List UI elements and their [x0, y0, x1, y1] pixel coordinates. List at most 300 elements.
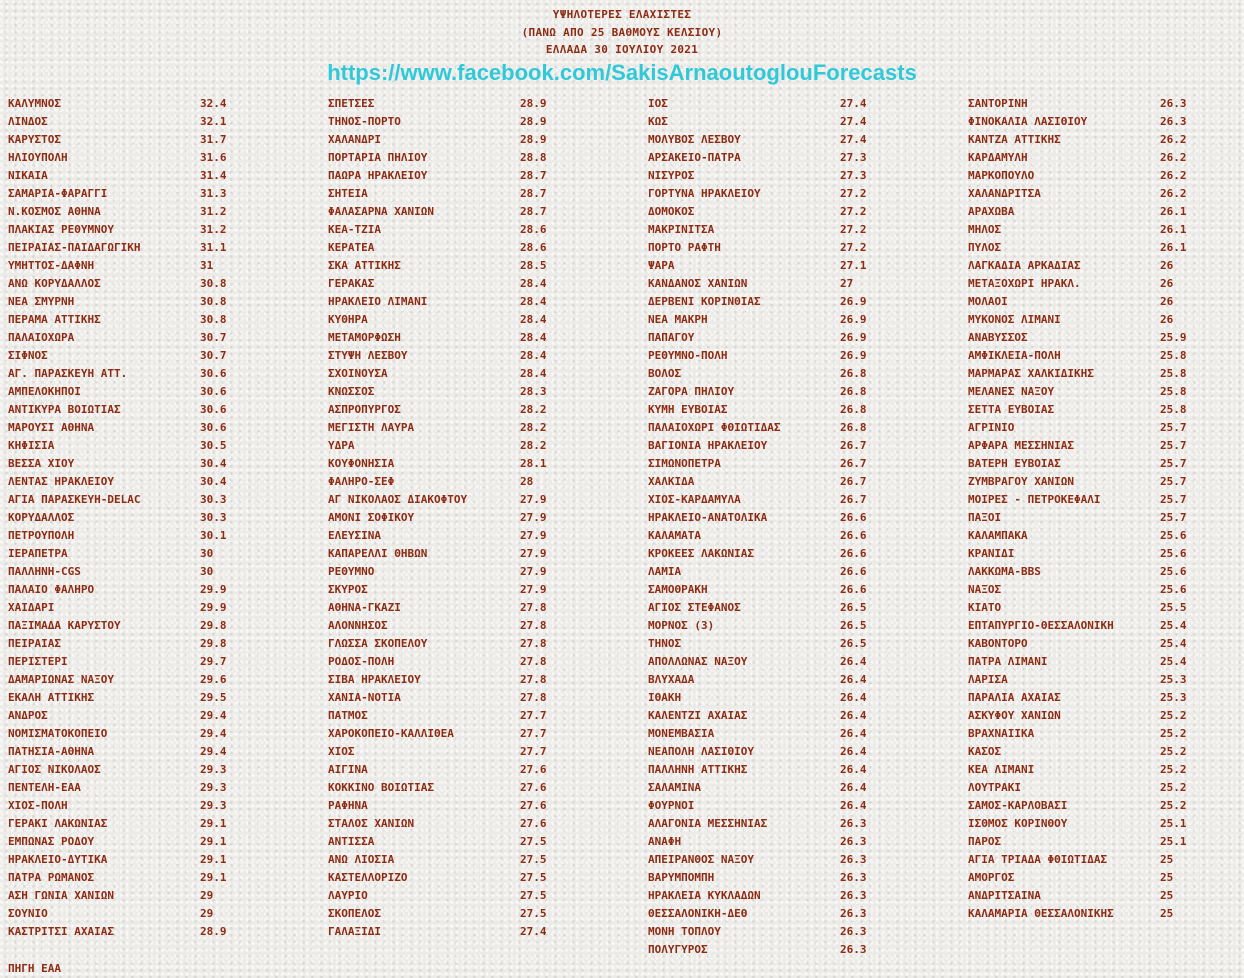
temperature-value: 26.6 — [840, 511, 867, 524]
temperature-value: 27.8 — [520, 673, 547, 686]
station-name: ΑΛΑΓΟΝΙΑ ΜΕΣΣΗΝΙΑΣ — [648, 817, 768, 830]
station-name: ΚΡΑΝΙΔΙ — [968, 547, 1015, 560]
station-name: Ν.ΚΟΣΜΟΣ ΑΘΗΝΑ — [8, 205, 101, 218]
temperature-value: 27.2 — [840, 205, 867, 218]
station-name: ΒΟΛΟΣ — [648, 367, 682, 380]
station-name: ΣΧΟΙΝΟΥΣΑ — [328, 367, 388, 380]
temperature-value: 26.4 — [840, 799, 867, 812]
station-name: ΠΑΤΡΑ ΛΙΜΑΝΙ — [968, 655, 1048, 668]
station-name: ΣΤΥΨΗ ΛΕΣΒΟΥ — [328, 349, 408, 362]
temperature-value: 29.1 — [200, 871, 227, 884]
temperature-value: 26.6 — [840, 547, 867, 560]
temperature-value: 26.2 — [1160, 151, 1187, 164]
temperature-value: 31.7 — [200, 133, 227, 146]
station-name: ΜΑΡΜΑΡΑΣ ΧΑΛΚΙΔΙΚΗΣ — [968, 367, 1094, 380]
station-name: ΣΙΦΝΟΣ — [8, 349, 48, 362]
temperature-value: 31.4 — [200, 169, 227, 182]
station-name: ΡΟΔΟΣ-ΠΟΛΗ — [328, 655, 395, 668]
temperature-value: 28.8 — [520, 151, 547, 164]
station-name: ΝΙΚΑΙΑ — [8, 169, 48, 182]
station-name: ΑΙΓΙΝΑ — [328, 763, 368, 776]
station-name: ΑΓΙΑ ΤΡΙΑΔΑ ΦΘΙΩΤΙΔΑΣ — [968, 853, 1108, 866]
station-name: ΣΤΑΛΟΣ ΧΑΝΙΩΝ — [328, 817, 415, 830]
station-name: ΛΑΥΡΙΟ — [328, 889, 368, 902]
station-name: ΚΑΛΑΜΠΑΚΑ — [968, 529, 1028, 542]
station-name: ΣΑΛΑΜΙΝΑ — [648, 781, 701, 794]
temperature-value: 28.4 — [520, 349, 547, 362]
station-name: ΠΑΞΟΙ — [968, 511, 1002, 524]
temperature-value: 25.4 — [1160, 655, 1187, 668]
temperature-value: 28.7 — [520, 169, 547, 182]
temperature-value: 25.7 — [1160, 439, 1187, 452]
temperature-value: 26.9 — [840, 349, 867, 362]
temperature-value: 27.5 — [520, 853, 547, 866]
station-name: ΓΑΛΑΞΙΔΙ — [328, 925, 381, 938]
temperature-value: 27.4 — [840, 97, 867, 110]
station-name: ΔΑΜΑΡΙΩΝΑΣ ΝΑΞΟΥ — [8, 673, 114, 686]
station-name: ΜΕΤΑΞΟΧΩΡΙ ΗΡΑΚΛ. — [968, 277, 1081, 290]
temperature-value: 28.1 — [520, 457, 547, 470]
station-name: ΠΛΑΚΙΑΣ ΡΕΘΥΜΝΟΥ — [8, 223, 114, 236]
temperature-value: 27.7 — [520, 709, 547, 722]
temperature-value: 25 — [1160, 889, 1174, 902]
station-name: ΚΑΛΑΜΑΡΙΑ ΘΕΣΣΑΛΟΝΙΚΗΣ — [968, 907, 1114, 920]
temperature-value: 29 — [200, 889, 214, 902]
station-name: ΒΑΓΙΟΝΙΑ ΗΡΑΚΛΕΙΟΥ — [648, 439, 768, 452]
temperature-value: 28.3 — [520, 385, 547, 398]
temperature-value: 27.4 — [520, 925, 547, 938]
temperature-value: 26.9 — [840, 331, 867, 344]
station-name: ΙΣΘΜΟΣ ΚΟΡΙΝΘΟΥ — [968, 817, 1068, 830]
station-name: ΑΓΡΙΝΙΟ — [968, 421, 1015, 434]
station-name: ΧΑΛΑΝΔΡΙΤΣΑ — [968, 187, 1041, 200]
station-name: ΚΗΦΙΣΙΑ — [8, 439, 55, 452]
station-name: ΜΑΡΚΟΠΟΥΛΟ — [968, 169, 1035, 182]
station-name: ΑΝΑΦΗ — [648, 835, 682, 848]
temperature-value: 27.1 — [840, 259, 867, 272]
temperature-value: 25.5 — [1160, 601, 1187, 614]
station-name: ΜΟΛΑΟΙ — [968, 295, 1008, 308]
station-name: ΣΙΜΩΝΟΠΕΤΡΑ — [648, 457, 721, 470]
temperature-value: 25.4 — [1160, 619, 1187, 632]
temperature-value: 26.9 — [840, 295, 867, 308]
station-name: ΠΑΠΑΓΟΥ — [648, 331, 695, 344]
station-name: ΚΑΝΤΖΑ ΑΤΤΙΚΗΣ — [968, 133, 1061, 146]
station-name: ΑΜΠΕΛΟΚΗΠΟΙ — [8, 385, 81, 398]
station-name: ΑΝΤΙΚΥΡΑ ΒΟΙΩΤΙΑΣ — [8, 403, 121, 416]
station-name: ΜΑΡΟΥΣΙ ΑΘΗΝΑ — [8, 421, 95, 434]
temperature-value: 27.5 — [520, 871, 547, 884]
temperature-value: 27.2 — [840, 223, 867, 236]
station-name: ΚΟΚΚΙΝΟ ΒΟΙΩΤΙΑΣ — [328, 781, 434, 794]
station-name: ΚΑΛΕΝΤΖΙ ΑΧΑΙΑΣ — [648, 709, 748, 722]
temperature-value: 28.9 — [520, 133, 547, 146]
station-name: ΧΑΝΙΑ-ΝΟΤΙΑ — [328, 691, 401, 704]
station-name: ΨΑΡΑ — [648, 259, 675, 272]
temperature-value: 28.4 — [520, 295, 547, 308]
station-name: ΑΝΔΡΟΣ — [8, 709, 48, 722]
temperature-value: 26.3 — [840, 889, 867, 902]
report-subtitle: (ΠΑΝΩ ΑΠΟ 25 ΒΑΘΜΟΥΣ ΚΕΛΣΙΟΥ) — [521, 25, 723, 39]
temperature-value: 31 — [200, 259, 214, 272]
station-name: ΥΔΡΑ — [328, 439, 355, 452]
temperature-value: 28.6 — [520, 223, 547, 236]
station-name: ΠΑΤΡΑ ΡΩΜΑΝΟΣ — [8, 871, 95, 884]
station-name: ΧΑΛΑΝΔΡΙ — [328, 133, 381, 146]
station-name: ΣΗΤΕΙΑ — [328, 187, 368, 200]
station-name: ΚΙΑΤΟ — [968, 601, 1002, 614]
temperature-value: 26.1 — [1160, 241, 1187, 254]
temperature-value: 27.6 — [520, 781, 547, 794]
temperature-value: 26.4 — [840, 727, 867, 740]
temperature-value: 30 — [200, 547, 214, 560]
report-title: ΥΨΗΛΟΤΕΡΕΣ ΕΛΑΧΙΣΤΕΣ — [552, 8, 692, 21]
station-name: ΣΑΜΟΣ-ΚΑΡΛΟΒΑΣΙ — [968, 799, 1068, 812]
station-name: ΜΕΓΙΣΤΗ ΛΑΥΡΑ — [328, 421, 415, 434]
temperature-value: 30.6 — [200, 385, 227, 398]
station-name: ΔΟΜΟΚΟΣ — [648, 205, 695, 218]
station-name: ΕΠΤΑΠΥΡΓΙΟ-ΘΕΣΣΑΛΟΝΙΚΗ — [968, 619, 1114, 632]
temperature-value: 26.6 — [840, 565, 867, 578]
temperature-value: 29.7 — [200, 655, 227, 668]
station-name: ΛΑΚΚΩΜΑ-BBS — [968, 565, 1041, 578]
station-name: ΑΝΩ ΚΟΡΥΔΑΛΛΟΣ — [8, 277, 101, 290]
station-name: ΒΛΥΧΑΔΑ — [648, 673, 695, 686]
station-name: ΑΝΑΒΥΣΣΟΣ — [968, 331, 1028, 344]
temperature-value: 26 — [1160, 259, 1174, 272]
station-name: ΣΕΤΤΑ ΕΥΒΟΙΑΣ — [968, 403, 1055, 416]
temperature-value: 26 — [1160, 295, 1174, 308]
temperature-value: 25.8 — [1160, 367, 1187, 380]
temperature-value: 32.4 — [200, 97, 227, 110]
station-name: ΦΑΛΗΡΟ-ΣΕΦ — [328, 475, 395, 488]
temperature-value: 30.7 — [200, 331, 227, 344]
station-name: ΠΕΝΤΕΛΗ-ΕΑΑ — [8, 781, 81, 794]
station-name: ΙΟΣ — [648, 97, 668, 110]
station-name: ΤΗΝΟΣ-ΠΟΡΤΟ — [328, 115, 401, 128]
report-date: ΕΛΛΑΔΑ 30 ΙΟΥΛΙΟΥ 2021 — [545, 43, 699, 56]
temperature-value: 26.3 — [840, 907, 867, 920]
station-name: ΑΝΩ ΛΙΟΣΙΑ — [328, 853, 395, 866]
station-name: ΝΕΑ ΜΑΚΡΗ — [648, 313, 708, 326]
temperature-value: 27.9 — [520, 565, 547, 578]
temperature-value: 26.5 — [840, 619, 867, 632]
temperature-value: 25 — [1160, 853, 1174, 866]
station-name: ΚΑΣΤΕΛΛΟΡΙΖΟ — [328, 871, 408, 884]
station-name: ΠΑΛΛΗΝΗ-CGS — [8, 565, 81, 578]
station-name: ΣΑΜΑΡΙΑ-ΦΑΡΑΓΓΙ — [8, 187, 108, 200]
station-name: ΚΑΛΑΜΑΤΑ — [648, 529, 701, 542]
station-name: ΛΑΓΚΑΔΙΑ ΑΡΚΑΔΙΑΣ — [968, 259, 1081, 272]
station-name: ΜΟΙΡΕΣ - ΠΕΤΡΟΚΕΦΑΛΙ — [968, 493, 1101, 506]
temperature-value: 28.7 — [520, 205, 547, 218]
temperature-value: 27.9 — [520, 547, 547, 560]
temperature-value: 31.6 — [200, 151, 227, 164]
temperature-value: 31.2 — [200, 223, 227, 236]
station-name: ΑΛΟΝΝΗΣΟΣ — [328, 619, 388, 632]
station-name: ΑΜΟΝΙ ΣΟΦΙΚΟΥ — [328, 511, 415, 524]
temperature-value: 29.3 — [200, 799, 227, 812]
temperature-value: 28.2 — [520, 403, 547, 416]
station-name: ΧΑΛΚΙΔΑ — [648, 475, 695, 488]
temperature-value: 28.9 — [200, 925, 227, 938]
station-name: ΚΑΣΟΣ — [968, 745, 1002, 758]
temperature-value: 27.2 — [840, 187, 867, 200]
station-name: ΠΑΛΑΙΟΧΩΡΙ ΦΘΙΩΤΙΔΑΣ — [648, 421, 781, 434]
temperature-value: 25.2 — [1160, 781, 1187, 794]
temperature-value: 30.3 — [200, 493, 227, 506]
station-name: ΚΑΣΤΡΙΤΣΙ ΑΧΑΙΑΣ — [8, 925, 114, 938]
station-name: ΑΠΕΙΡΑΝΘΟΣ ΝΑΞΟΥ — [648, 853, 754, 866]
temperature-value: 25.8 — [1160, 403, 1187, 416]
station-name: ΜΕΤΑΜΟΡΦΩΣΗ — [328, 331, 401, 344]
station-name: ΛΑΜΙΑ — [648, 565, 682, 578]
temperature-value: 25.4 — [1160, 637, 1187, 650]
station-name: ΑΓΙΑ ΠΑΡΑΣΚΕΥΗ-DELAC — [8, 493, 141, 506]
station-name: ΑΣΚΥΦΟΥ ΧΑΝΙΩΝ — [968, 709, 1061, 722]
temperature-value: 29.1 — [200, 835, 227, 848]
station-name: ΛΙΝΔΟΣ — [8, 115, 48, 128]
temperature-value: 29.6 — [200, 673, 227, 686]
temperature-value: 27.9 — [520, 493, 547, 506]
station-name: ΚΑΡΥΣΤΟΣ — [8, 133, 61, 146]
temperature-value: 25.7 — [1160, 511, 1187, 524]
temperature-value: 29.8 — [200, 619, 227, 632]
temperature-value: 25.6 — [1160, 529, 1187, 542]
temperature-value: 26.3 — [840, 871, 867, 884]
temperature-value: 30.7 — [200, 349, 227, 362]
temperature-value: 26.8 — [840, 385, 867, 398]
temperature-value: 25.8 — [1160, 385, 1187, 398]
temperature-value: 27.5 — [520, 907, 547, 920]
station-name: ΧΙΟΣ-ΠΟΛΗ — [8, 799, 68, 812]
temperature-value: 26.2 — [1160, 187, 1187, 200]
temperature-value: 26.4 — [840, 655, 867, 668]
station-name: ΚΟΡΥΔΑΛΛΟΣ — [8, 511, 75, 524]
station-name: ΑΡΑΧΩΒΑ — [968, 205, 1015, 218]
temperature-value: 25.7 — [1160, 493, 1187, 506]
temperature-value: 29.1 — [200, 853, 227, 866]
temperature-value: 27.7 — [520, 745, 547, 758]
temperature-value: 27.4 — [840, 133, 867, 146]
temperature-value: 25.7 — [1160, 457, 1187, 470]
station-name: ΠΥΛΟΣ — [968, 241, 1002, 254]
temperature-value: 26 — [1160, 313, 1174, 326]
temperature-value: 25.2 — [1160, 799, 1187, 812]
temperature-value: 29.3 — [200, 781, 227, 794]
temperature-value: 27.8 — [520, 619, 547, 632]
station-name: ΠΑΛΛΗΝΗ ΑΤΤΙΚΗΣ — [648, 763, 748, 776]
station-name: ΓΕΡΑΚΑΣ — [328, 277, 375, 290]
temperature-value: 27.6 — [520, 799, 547, 812]
station-name: ΣΙΒΑ ΗΡΑΚΛΕΙΟΥ — [328, 673, 421, 686]
temperature-value: 29.5 — [200, 691, 227, 704]
temperature-value: 29.9 — [200, 583, 227, 596]
temperature-value: 30.5 — [200, 439, 227, 452]
station-name: ΠΑΤΜΟΣ — [328, 709, 368, 722]
temperature-value: 28.9 — [520, 97, 547, 110]
station-name: ΚΑΠΑΡΕΛΛΙ ΘΗΒΩΝ — [328, 547, 428, 560]
station-name: ΜΟΛΥΒΟΣ ΛΕΣΒΟΥ — [648, 133, 741, 146]
temperature-value: 27.5 — [520, 889, 547, 902]
temperature-value: 29.4 — [200, 745, 227, 758]
temperature-value: 26.7 — [840, 439, 867, 452]
station-name: ΚΑΝΔΑΝΟΣ ΧΑΝΙΩΝ — [648, 277, 748, 290]
temperature-value: 30.8 — [200, 277, 227, 290]
station-name: ΣΟΥΝΙΟ — [8, 907, 48, 920]
station-name: ΚΟΥΦΟΝΗΣΙΑ — [328, 457, 395, 470]
station-name: ΦΟΥΡΝΟΙ — [648, 799, 695, 812]
temperature-value: 27.8 — [520, 691, 547, 704]
temperature-value: 25.1 — [1160, 817, 1187, 830]
station-name: ΠΟΡΤΟ ΡΑΦΤΗ — [648, 241, 721, 254]
station-name: ΑΡΣΑΚΕΙΟ-ΠΑΤΡΑ — [648, 151, 741, 164]
station-name: ΚΑΒΟΝΤΟΡΟ — [968, 637, 1028, 650]
station-name: ΠΕΡΑΜΑ ΑΤΤΙΚΗΣ — [8, 313, 101, 326]
station-name: ΚΕΑ-ΤΖΙΑ — [328, 223, 381, 236]
station-name: ΣΚΥΡΟΣ — [328, 583, 368, 596]
temperature-value: 27.4 — [840, 115, 867, 128]
temperature-value: 29.4 — [200, 709, 227, 722]
temperature-value: 26.4 — [840, 781, 867, 794]
temperature-value: 26.4 — [840, 745, 867, 758]
temperature-value: 26.9 — [840, 313, 867, 326]
station-name: ΙΘΑΚΗ — [648, 691, 682, 704]
temperature-value: 26.3 — [1160, 115, 1187, 128]
temperature-value: 25.2 — [1160, 763, 1187, 776]
station-name: ΣΠΕΤΣΕΣ — [328, 97, 375, 110]
station-name: ΜΟΝΕΜΒΑΣΙΑ — [648, 727, 715, 740]
temperature-value: 27.3 — [840, 151, 867, 164]
station-name: ΠΑΡΟΣ — [968, 835, 1002, 848]
temperature-value: 30.6 — [200, 403, 227, 416]
station-name: ΠΕΤΡΟΥΠΟΛΗ — [8, 529, 75, 542]
temperature-value: 30.6 — [200, 367, 227, 380]
station-name: ΒΕΣΣΑ ΧΙΟΥ — [8, 457, 75, 470]
station-name: ΝΑΞΟΣ — [968, 583, 1002, 596]
station-name: ΣΚΟΠΕΛΟΣ — [328, 907, 381, 920]
temperature-value: 26.3 — [840, 853, 867, 866]
station-name: ΗΡΑΚΛΕΙΟ-ΑΝΑΤΟΛΙΚΑ — [648, 511, 768, 524]
station-name: ΡΕΘΥΜΝΟ — [328, 565, 375, 578]
station-name: ΛΟΥΤΡΑΚΙ — [968, 781, 1021, 794]
temperature-value: 25.2 — [1160, 745, 1187, 758]
station-name: ΠΑΞΙΜΑΔΑ ΚΑΡΥΣΤΟΥ — [8, 619, 121, 632]
station-name: ΗΡΑΚΛΕΙΟ ΛΙΜΑΝΙ — [328, 295, 428, 308]
station-name: ΜΟΡΝΟΣ (3) — [648, 619, 715, 632]
station-name: ΝΙΣΥΡΟΣ — [648, 169, 695, 182]
station-name: ΚΑΛΥΜΝΟΣ — [8, 97, 61, 110]
station-name: ΑΓ. ΠΑΡΑΣΚΕΥΗ ΑΤΤ. — [8, 367, 128, 380]
temperature-value: 28.5 — [520, 259, 547, 272]
temperature-value: 29.3 — [200, 763, 227, 776]
station-name: ΠΑΩΡΑ ΗΡΑΚΛΕΙΟΥ — [328, 169, 428, 182]
temperature-value: 26.4 — [840, 691, 867, 704]
station-name: ΙΕΡΑΠΕΤΡΑ — [8, 547, 68, 560]
temperature-value: 27.8 — [520, 655, 547, 668]
temperature-value: 29.8 — [200, 637, 227, 650]
station-name: ΣΚΑ ΑΤΤΙΚΗΣ — [328, 259, 401, 272]
temperature-value: 26.6 — [840, 529, 867, 542]
facebook-link[interactable]: https://www.facebook.com/SakisArnaoutoglouForecasts — [327, 59, 917, 85]
temperature-value: 25.3 — [1160, 673, 1187, 686]
temperature-value: 26.3 — [840, 943, 867, 956]
station-name: ΠΑΛΑΙΟΧΩΡΑ — [8, 331, 75, 344]
temperature-value: 27.3 — [840, 169, 867, 182]
station-name: ΠΟΛΥΓΥΡΟΣ — [648, 943, 708, 956]
temperature-value: 26.8 — [840, 403, 867, 416]
station-name: ΜΕΛΑΝΕΣ ΝΑΞΟΥ — [968, 385, 1055, 398]
source-note: ΠΗΓΗ ΕΑΑ — [8, 962, 61, 975]
temperature-value: 28.4 — [520, 313, 547, 326]
temperature-value: 26.1 — [1160, 205, 1187, 218]
temperature-value: 26.2 — [1160, 133, 1187, 146]
temperature-value: 25 — [1160, 907, 1174, 920]
temperature-value: 28.2 — [520, 439, 547, 452]
temperature-value: 26.4 — [840, 673, 867, 686]
station-name: ΒΑΤΕΡΗ ΕΥΒΟΙΑΣ — [968, 457, 1061, 470]
temperature-value: 28.9 — [520, 115, 547, 128]
station-name: ΚΝΩΣΣΟΣ — [328, 385, 375, 398]
station-name: ΑΣΗ ΓΩΝΙΑ ΧΑΝΙΩΝ — [8, 889, 114, 902]
temperature-value: 26.3 — [840, 925, 867, 938]
station-name: ΦΑΛΑΣΑΡΝΑ ΧΑΝΙΩΝ — [328, 205, 434, 218]
temperature-value: 30.3 — [200, 511, 227, 524]
temperature-value: 26.8 — [840, 367, 867, 380]
report-header — [0, 6, 1244, 86]
temperature-value: 25.2 — [1160, 709, 1187, 722]
station-name: ΖΥΜΒΡΑΓΟΥ ΧΑΝΙΩΝ — [968, 475, 1074, 488]
temperature-value: 29.1 — [200, 817, 227, 830]
temperature-value: 31.2 — [200, 205, 227, 218]
temperature-value: 25.2 — [1160, 727, 1187, 740]
station-name: ΦΙΝΟΚΑΛΙΑ ΛΑΣΙΘΙΟΥ — [968, 115, 1088, 128]
station-name: ΑΜΟΡΓΟΣ — [968, 871, 1015, 884]
temperature-value: 30 — [200, 565, 214, 578]
station-name: ΗΛΙΟΥΠΟΛΗ — [8, 151, 68, 164]
temperature-value: 31.3 — [200, 187, 227, 200]
temperature-value: 25.9 — [1160, 331, 1187, 344]
station-name: ΗΡΑΚΛΕΙΟ-ΔΥΤΙΚΑ — [8, 853, 108, 866]
station-name: ΜΟΝΗ ΤΟΠΛΟΥ — [648, 925, 721, 938]
temperature-value: 25.6 — [1160, 583, 1187, 596]
station-name: ΕΚΑΛΗ ΑΤΤΙΚΗΣ — [8, 691, 95, 704]
station-name: ΠΕΙΡΑΙΑΣ — [8, 637, 61, 650]
station-name: ΣΑΜΟΘΡΑΚΗ — [648, 583, 708, 596]
temperature-value: 25.1 — [1160, 835, 1187, 848]
temperature-value: 25.7 — [1160, 475, 1187, 488]
temperature-value: 26.6 — [840, 583, 867, 596]
station-name: ΠΕΡΙΣΤΕΡΙ — [8, 655, 68, 668]
temperature-value: 28.4 — [520, 331, 547, 344]
temperature-value: 26.3 — [840, 835, 867, 848]
station-name: ΑΣΠΡΟΠΥΡΓΟΣ — [328, 403, 401, 416]
station-name: ΧΙΟΣ-ΚΑΡΔΑΜΥΛΑ — [648, 493, 741, 506]
temperature-value: 30.4 — [200, 457, 227, 470]
station-name: ΠΟΡΤΑΡΙΑ ΠΗΛΙΟΥ — [328, 151, 428, 164]
temperature-value: 27.6 — [520, 817, 547, 830]
temperature-value: 27.9 — [520, 529, 547, 542]
station-name: ΝΕΑΠΟΛΗ ΛΑΣΙΘΙΟΥ — [648, 745, 754, 758]
temperature-value: 27.2 — [840, 241, 867, 254]
station-name: ΚΥΜΗ ΕΥΒΟΙΑΣ — [648, 403, 728, 416]
temperature-value: 27.9 — [520, 583, 547, 596]
temperature-value: 28.4 — [520, 367, 547, 380]
temperature-value: 28 — [520, 475, 534, 488]
temperature-value: 25 — [1160, 871, 1174, 884]
temperature-value: 28.4 — [520, 277, 547, 290]
temperature-value: 26.7 — [840, 457, 867, 470]
